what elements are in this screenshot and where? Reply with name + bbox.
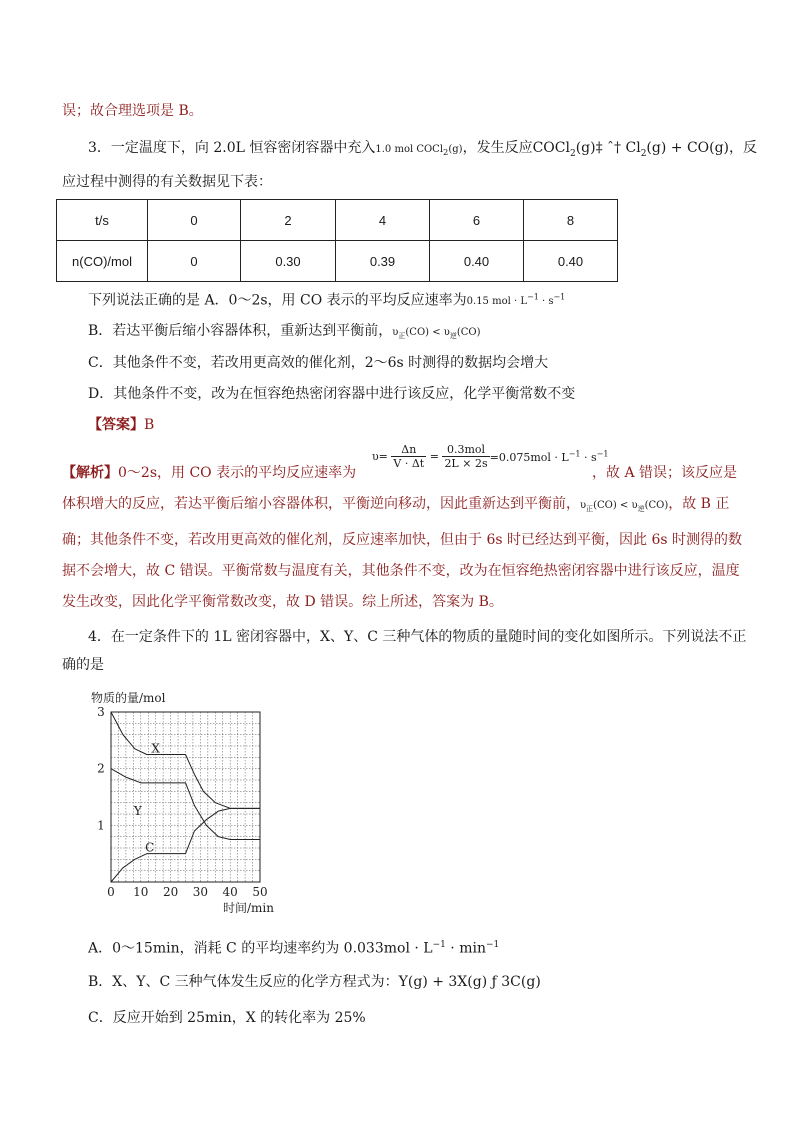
q3-stem-text-d: ，发生反应: [462, 140, 533, 156]
q3-stem-line1: [88, 138, 757, 164]
table-header-cell: 4: [336, 200, 430, 241]
chart-ylabel: 物质的量/mol: [91, 691, 166, 705]
q3-reactant-amount: 1.0 mol COCl$_2$(g): [375, 144, 463, 157]
answer-value: B: [144, 417, 155, 433]
rate-formula: υ= $\frac{\Delta n}{V \cdot \Delta t}$ = $\frac{\text{0.3mol}}{2L \times 2s}$ $=0.075mol \cdot L^{-1} \cdot s^{-1}$: [372, 443, 609, 470]
chart-series-labels: [133, 742, 161, 855]
chart-grid: [111, 712, 260, 882]
q3-stem-line2: 应过程中测得的有关数据见下表：: [62, 174, 272, 190]
q3-analysis-line4: 据不会增大，故 C 错误。平衡常数与温度有关，其他条件不变，改为在恒容绝热密闭容器中进行该反应，温度: [62, 563, 740, 579]
x-tick-label: 30: [192, 885, 209, 899]
q3-option-b: B．若达平衡后缩小容器体积，重新达到平衡前，$\upsilon_正(CO) < \upsilon_逆(CO)$: [88, 323, 481, 340]
table-cell: 0: [148, 241, 241, 282]
table-header-cell: 6: [430, 200, 524, 241]
q4-option-c: C．反应开始到 25min，X 的转化率为 25%: [88, 1010, 366, 1026]
series-label-Y: Y: [133, 803, 142, 818]
x-tick-label: 0: [107, 885, 115, 899]
series-label-X: X: [151, 741, 160, 756]
table-cell: 0.30: [241, 241, 336, 282]
x-tick-label: 20: [162, 885, 179, 899]
q3-stem-text-h: ，反: [729, 140, 758, 156]
q3-option-a-rate: 0.15 mol · $L^{-1} \cdot s^{-1}$: [466, 293, 566, 308]
table-row: [57, 241, 618, 282]
chart-xlabel: 时间/min: [223, 901, 274, 915]
previous-answer-end: 误；故合理选项是 B。: [62, 103, 203, 119]
table-header-cell: 2: [241, 200, 336, 241]
q3-data-table: [56, 199, 618, 282]
q3-option-a: 下列说法正确的是 A．0～2s，用 CO 表示的平均反应速率为0.15 mol · $L^{-1} \cdot s^{-1}$: [88, 292, 566, 309]
x-tick-label: 50: [252, 885, 268, 899]
table-cell: 0.39: [336, 241, 430, 282]
q3-stem-text-a: 3．一定温度下，向 2.0L 恒容密闭容器中充入: [88, 140, 376, 156]
table-row-label: n(CO)/mol: [57, 241, 148, 282]
q3-analysis-line5: 发生改变，因此化学平衡常数改变，故 D 错误。综上所述，答案为 B。: [62, 594, 503, 610]
table-header-label: t/s: [57, 200, 148, 241]
analysis-tag: 【解析】: [62, 465, 118, 481]
q3-analysis-line1: 【解析】0～2s，用 CO 表示的平均反应速率为: [62, 465, 357, 481]
table-cell: 0.40: [430, 241, 524, 282]
y-tick-label: 2: [97, 761, 105, 776]
answer-tag: 【答案】: [88, 417, 144, 433]
series-label-C: C: [145, 840, 155, 855]
q3-analysis-line2: 体积增大的反应，若达平衡后缩小容器体积，平衡逆向移动，因此重新达到平衡前，$\upsilon_正(CO) < \upsilon_逆(CO)$，故 B 正: [62, 496, 730, 513]
y-tick-label: 1: [97, 818, 105, 833]
q4-option-a: A．0～15min，消耗 C 的平均速率约为 $0.033mol \cdot L^{-1} \cdot \min^{-1}$: [88, 940, 500, 957]
q3-option-d: D．其他条件不变，改为在恒容绝热密闭容器中进行该反应，化学平衡常数不变: [88, 386, 576, 402]
x-tick-label: 40: [222, 885, 238, 899]
q4-stem-line1: 4．在一定条件下的 1L 密闭容器中，X、Y、C 三种气体的物质的量随时间的变化如图所示。下列说法不正: [88, 629, 747, 645]
table-cell: 0.40: [524, 241, 618, 282]
q3-answer: [88, 415, 154, 435]
q3-analysis-line1-end: ，故 A 错误；该反应是: [592, 465, 738, 481]
y-tick-label: 3: [97, 705, 105, 719]
q3-equation: COCl$_2$(g)‡ ˆ† $Cl_2(g) + CO(g)$: [532, 140, 730, 159]
q3-option-c: C．其他条件不变，若改用更高效的催化剂，2～6s 时测得的数据均会增大: [88, 355, 549, 371]
table-header-cell: 0: [148, 200, 241, 241]
q4-stem-line2: 确的是: [62, 657, 104, 673]
amount-vs-time-chart: [80, 686, 280, 918]
q3-analysis-line3: 确；其他条件不变，若改用更高效的催化剂，反应速率加快，但由于 6s 时已经达到平衡，因此 6s 时测得的数: [62, 532, 742, 548]
table-header-cell: 8: [524, 200, 618, 241]
q4-option-b: B．X、Y、C 三种气体发生反应的化学方程式为：Y(g) + 3X(g) ƒ 3C(g): [88, 974, 541, 990]
q3-option-b-expr: $\upsilon_正(CO) < \upsilon_逆(CO)$: [392, 327, 481, 340]
q4-option-b-equation: Y(g) + 3X(g) ƒ 3C(g): [398, 974, 541, 990]
x-tick-label: 10: [133, 885, 149, 899]
table-row: [57, 200, 618, 241]
